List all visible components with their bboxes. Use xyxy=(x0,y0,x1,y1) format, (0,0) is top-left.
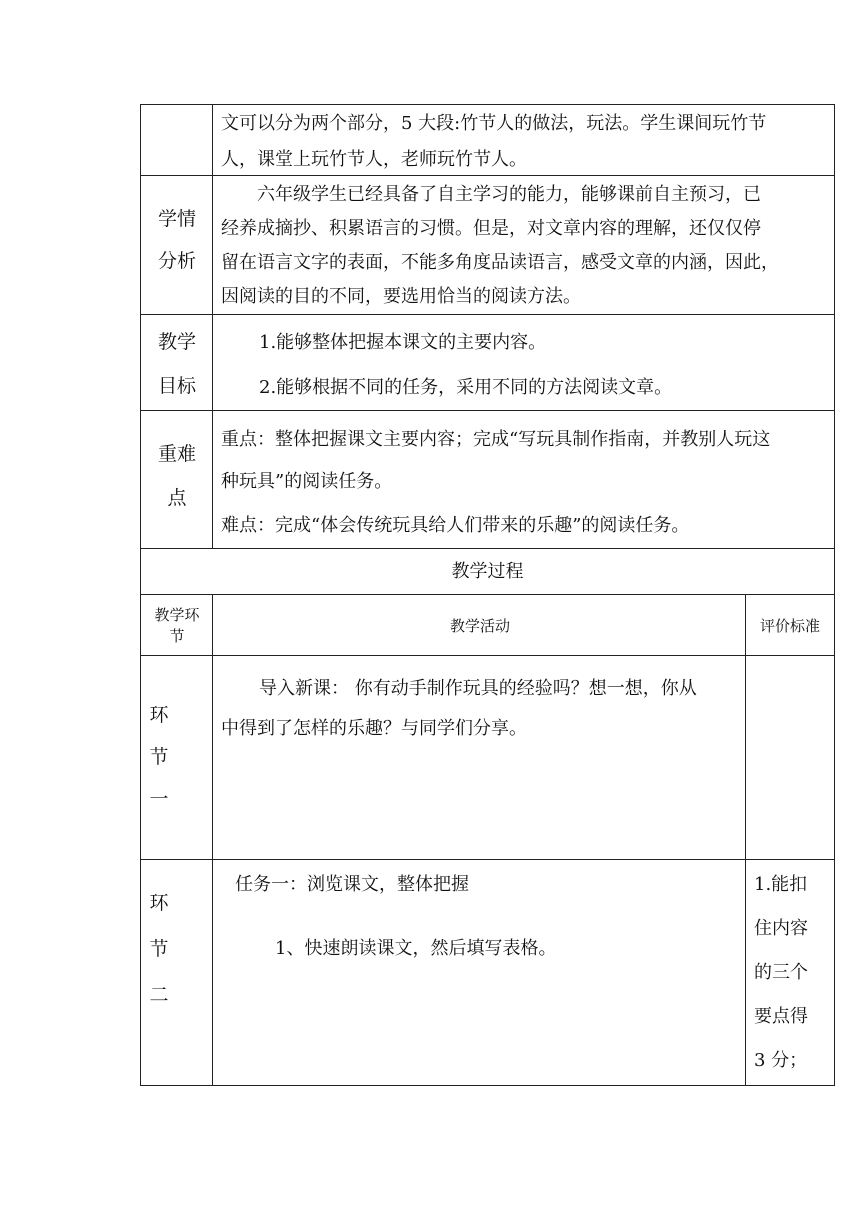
header-stage-line-1: 教学环 xyxy=(154,606,200,624)
goal-1: 1.能够整体把握本课文的主要内容。 xyxy=(259,332,547,353)
stage-2-step: 1、快速朗读课文，然后填写表格。 xyxy=(275,938,557,959)
header-criteria-cell xyxy=(745,595,834,655)
analysis-line-2: 经养成摘抄、积累语言的习惯。但是，对文章内容的理解，还仅仅停 xyxy=(221,218,761,239)
key-difficult-row xyxy=(140,410,835,549)
content-analysis-row xyxy=(140,104,835,176)
student-analysis-label xyxy=(141,176,213,314)
stage-2-task: 任务一：浏览课文，整体把握 xyxy=(235,874,469,895)
stage-2-row xyxy=(140,859,835,1086)
stage-1-char-2: 节 xyxy=(149,746,169,768)
label-line-1: 教学 xyxy=(157,331,196,353)
stage-1-char-1: 环 xyxy=(149,704,169,726)
label-line-2: 分析 xyxy=(157,250,196,272)
row-label-cell xyxy=(141,105,213,175)
process-title-row xyxy=(140,548,835,595)
stage-2-label xyxy=(141,860,213,1085)
content-line-1: 文可以分为两个部分，5 大段:竹节人的做法，玩法。学生课间玩竹节 xyxy=(221,113,767,134)
criteria-line-1: 1.能扣 xyxy=(754,874,808,895)
label-line-1: 重难 xyxy=(157,443,196,465)
difficult-point: 难点：完成“体会传统玩具给人们带来的乐趣”的阅读任务。 xyxy=(221,515,690,536)
stage-1-line-1: 导入新课： 你有动手制作玩具的经验吗？想一想，你从 xyxy=(259,678,697,699)
stage-2-char-1: 环 xyxy=(149,892,169,914)
header-criteria: 评价标准 xyxy=(759,617,820,635)
criteria-line-2: 住内容 xyxy=(754,918,808,939)
stage-2-criteria-cell xyxy=(745,860,834,1085)
content-line-2: 人，课堂上玩竹节人，老师玩竹节人。 xyxy=(221,149,527,170)
stage-1-criteria-cell xyxy=(745,656,834,859)
stage-1-label xyxy=(141,656,213,859)
key-point-line-2: 种玩具”的阅读任务。 xyxy=(221,471,393,492)
label-line-1: 学情 xyxy=(157,208,196,230)
goal-2: 2.能够根据不同的任务，采用不同的方法阅读文章。 xyxy=(259,377,673,398)
stage-1-line-2: 中得到了怎样的乐趣？与同学们分享。 xyxy=(221,718,527,739)
criteria-line-5: 3 分； xyxy=(754,1050,808,1071)
key-difficult-label xyxy=(141,411,213,548)
teaching-goals-label xyxy=(141,315,213,410)
stage-1-char-3: 一 xyxy=(149,788,169,810)
stage-2-char-2: 节 xyxy=(149,938,169,960)
analysis-line-3: 留在语言文字的表面，不能多角度品读语言，感受文章的内涵，因此， xyxy=(221,252,779,273)
header-stage-line-2: 节 xyxy=(169,627,185,645)
label-line-2: 目标 xyxy=(157,375,196,397)
criteria-line-4: 要点得 xyxy=(754,1006,808,1027)
process-title: 教学过程 xyxy=(451,561,524,582)
analysis-line-1: 六年级学生已经具备了自主学习的能力，能够课前自主预习，已 xyxy=(257,184,761,205)
criteria-line-3: 的三个 xyxy=(754,962,808,983)
key-point-line-1: 重点：整体把握课文主要内容；完成“写玩具制作指南，并教别人玩这 xyxy=(221,429,771,450)
header-activity: 教学活动 xyxy=(449,617,510,635)
stage-1-row xyxy=(140,655,835,860)
header-stage-cell xyxy=(141,595,213,655)
student-analysis-row xyxy=(140,175,835,315)
stage-2-char-3: 二 xyxy=(149,984,169,1006)
analysis-line-4: 因阅读的目的不同，要选用恰当的阅读方法。 xyxy=(221,286,581,307)
label-line-2: 点 xyxy=(167,487,187,509)
teaching-goals-row xyxy=(140,314,835,411)
process-header-row xyxy=(140,594,835,656)
